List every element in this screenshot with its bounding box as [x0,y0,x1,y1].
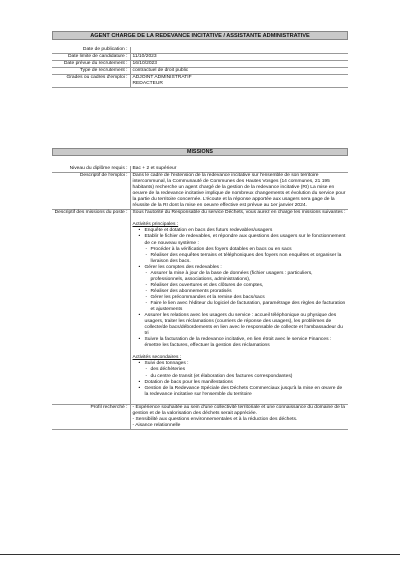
info-label: Date limite de candidature : [52,54,130,61]
info-row [52,68,348,75]
missions-table [52,166,348,430]
info-value-line: 11/10/2023 [132,54,157,60]
info-label: Grades ou cadres d'emploi : [52,75,130,88]
profil-line: - Expérience souhaitée au sein d'une collectivité territoriale et une connaissance du domaine de la gestion et de la valorisation des déchets serait appréciée. [132,404,345,416]
missions-header: MISSIONS [52,148,348,156]
sub-bullet-item: - Assurer la mise à jour de la base de données (fichier usagers : particuliers, professionnels, associations, administrations), [133,271,347,283]
bullet-item: • Dotation de bacs pour les manifestations [133,380,347,386]
info-row [52,61,348,68]
info-row [52,54,348,61]
niveau-value: Bac + 2 et supérieur [132,166,177,171]
bullet-item: • Enquête et dotation en bacs des futurs redevables/usagers [133,228,347,234]
info-value-line: REDACTEUR [132,81,163,87]
secondaires-heading: Activités secondaires : [132,355,182,361]
secondaires-list [133,361,347,397]
niveau-label: Niveau du diplôme requis : [52,166,130,173]
bullet-item: • Suivre la facturation de la redevance incitative, en lien étroit avec le service Finances : émettre les factures, effectuer la gestion des réclamations [133,337,347,349]
bullet-item: • Suivi des tonnages : [133,361,347,367]
missions-label: Descriptif des missions du poste : [52,210,130,404]
info-value [130,54,348,61]
principales-list [133,228,347,349]
missions-intro: Sous l'autorité du Responsable du service Déchets, vous aurez en charge les missions suivantes : [132,210,346,216]
info-value-line: 16/10/2023 [132,61,157,67]
profil-line: - Sensibilité aux questions environnementales et à la réduction des déchets. [132,416,298,422]
profil-label: Profil recherché : [52,404,130,429]
info-table-body [52,47,348,88]
sub-bullet-item: - Réaliser des abonnements proratisés [133,289,347,295]
page-title: AGENT CHARGE DE LA REDEVANCE INCITATIVE / ASSISTANTE ADMINISTRATIVE [52,31,348,40]
sub-bullet-item: - Réaliser des enquêtes terrains et téléphoniques des foyers non enquêtes et organiser la livraison des bacs. [133,253,347,265]
info-label: Date prévue du recrutement : [52,61,130,68]
info-table [52,47,348,88]
info-value-line: contractuel de droit public [132,68,189,74]
sub-bullet-item: - Faire le lien avec l'éditeur du logiciel de facturation, paramétrage des règles de facturation et ajustements [133,301,347,313]
descriptif-label: Descriptif de l'emploi : [52,173,130,210]
sub-bullet-item: - Procéder à la vérification des foyers dotables en bacs ou en sacs [133,247,347,253]
info-row [52,75,348,88]
bullet-item: • Etablir le fichier de redevables, et répondre aux questions des usagers sur le fonctionnement de ce nouveau système : [133,234,347,246]
bullet-item: • Gestion de la Redevance Spéciale des Déchets Commerciaux jusqu'à la mise en œuvre de la redevance incitative sur l'ensemble du territoire [133,386,347,398]
principales-heading: Activités principales : [132,222,179,228]
info-label: Type de recrutement : [52,68,130,75]
bullet-item: • Gérer les comptes des redevables : [133,265,347,271]
missions-row [52,210,348,404]
info-value [130,75,348,88]
sub-bullet-item: - Gérer les précommandes et la remise des bacs/sacs [133,295,347,301]
sub-bullet-item: - du centre de transit (et élaboration des factures correspondantes) [133,374,347,380]
info-value [130,68,348,75]
info-value-line: ADJOINT ADMINISTRATIF [132,75,192,81]
descriptif-value: Dans le cadre de l'extension de la redevance incitative sur l'ensemble de son territoire intercommunal, la Communauté de Communes des Hautes Vosges (14 communes, 21 195 habitants) recherche un agent chargé de la gestion de la redevance incitative (RI) La mise en oeuvre de la redevance incitative implique de nombreux changements et évolution du service pour la partie du territoire concernée. L'écoute et la réponse apportée aux usagers sera gage de la réussite de la RI dont la mise en oeuvre effective est prévue au 1er janvier 2024. [132,173,346,209]
sub-bullet-item: - Réaliser des ouvertures et des clôtures de comptes, [133,283,347,289]
missions-value [130,210,348,404]
profil-value [130,404,348,429]
bullet-item: • Assurer les relations avec les usagers du service : accueil téléphonique ou physique des usagers, traiter les réclamations (courriers de réponse des usagers), les problèmes de collecte/de bacs/débordements en lien avec le responsable de collecte et l'ambassadeur du tri [133,313,347,337]
profil-line: - Aisance relationnelle [132,422,181,428]
info-label: Date de publication : [52,47,130,54]
info-value [130,61,348,68]
profil-row [52,404,348,429]
page-bottom-rule [0,554,400,555]
sub-bullet-item: - des déchèteries [133,367,347,373]
descriptif-row [52,173,348,210]
